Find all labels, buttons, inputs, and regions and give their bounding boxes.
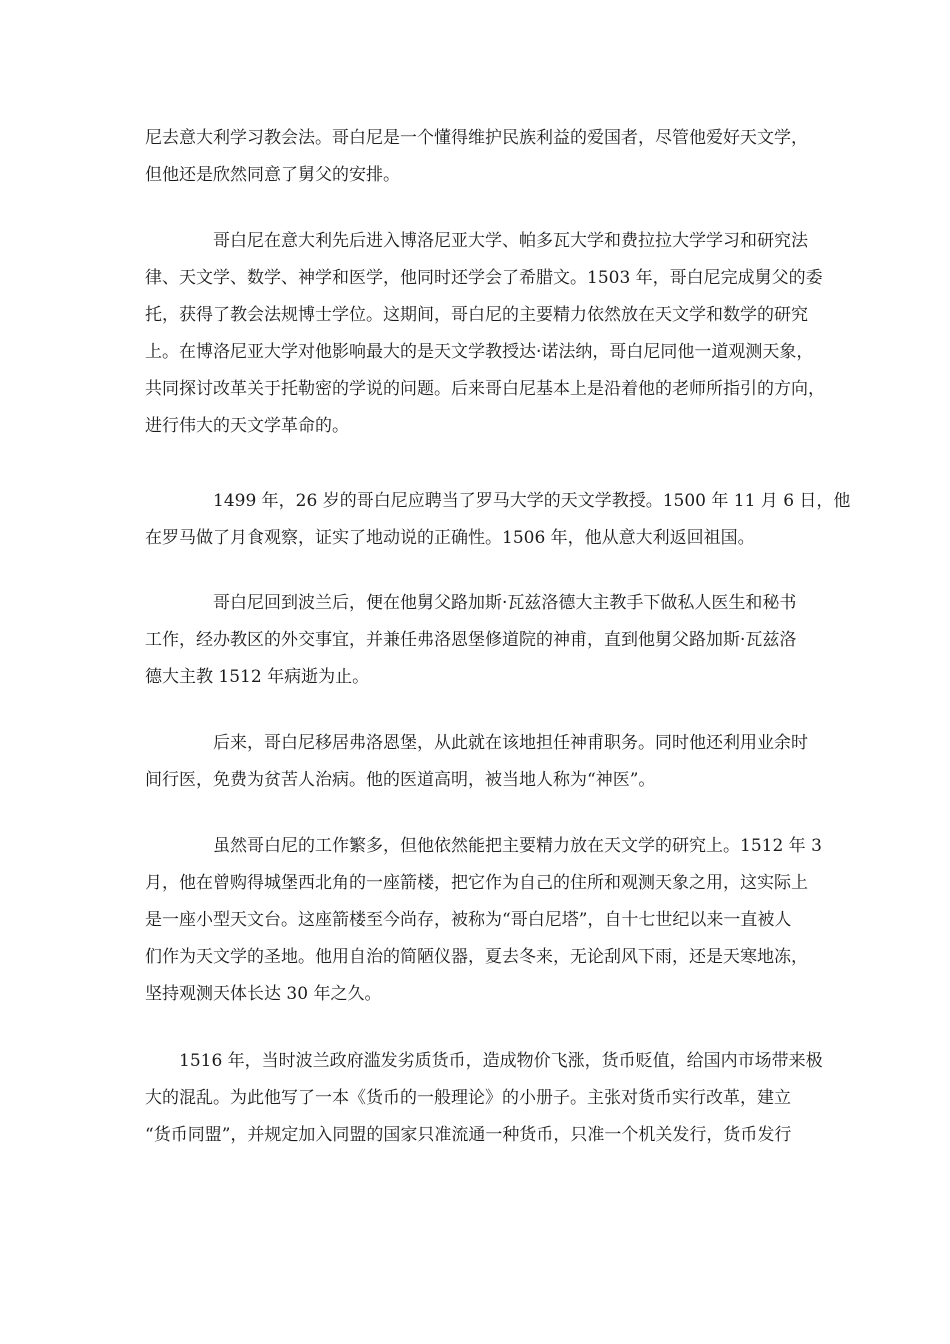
- text-line: 在罗马做了月食观察，证实了地动说的正确性。1506 年，他从意大利返回祖国。: [145, 528, 755, 548]
- text-line: 是一座小型天文台。这座箭楼至今尚存，被称为“哥白尼塔”，自十七世纪以来一直被人: [145, 910, 792, 930]
- text-line: 工作，经办教区的外交事宜，并兼任弗洛恩堡修道院的神甫，直到他舅父路加斯·瓦兹洛: [145, 630, 797, 650]
- paragraph-6: [145, 828, 822, 1013]
- paragraph-3: [145, 483, 851, 557]
- paragraph-7: [145, 1043, 823, 1154]
- text-line: 上。在博洛尼亚大学对他影响最大的是天文学教授达·诺法纳，哥白尼同他一道观测天象，: [145, 342, 814, 362]
- text-line: 后来，哥白尼移居弗洛恩堡，从此就在该地担任神甫职务。同时他还利用业余时: [213, 733, 808, 753]
- text-line: 大的混乱。为此他写了一本《货币的一般理论》的小册子。主张对货币实行改革，建立: [145, 1088, 791, 1108]
- text-line: 进行伟大的天文学革命的。: [145, 416, 349, 436]
- text-line: 1516 年，当时波兰政府滥发劣质货币，造成物价飞涨，货币贬值，给国内市场带来极: [179, 1051, 823, 1071]
- paragraph-2: [145, 223, 825, 445]
- text-line: 间行医，免费为贫苦人治病。他的医道高明，被当地人称为“神医”。: [145, 770, 656, 790]
- text-line: 德大主教 1512 年病逝为止。: [145, 667, 370, 687]
- text-line: 托，获得了教会法规博士学位。这期间，哥白尼的主要精力依然放在天文学和数学的研究: [145, 305, 808, 325]
- paragraph-4: [145, 585, 805, 696]
- text-line: 月，他在曾购得城堡西北角的一座箭楼，把它作为自己的住所和观测天象之用，这实际上: [145, 873, 808, 893]
- text-line: 虽然哥白尼的工作繁多，但他依然能把主要精力放在天文学的研究上。1512 年 3: [213, 836, 822, 856]
- paragraph-5: [145, 725, 808, 799]
- paragraph-1: [145, 120, 808, 194]
- text-line: 坚持观测天体长达 30 年之久。: [145, 984, 382, 1004]
- text-line: 但他还是欣然同意了舅父的安排。: [145, 165, 400, 185]
- text-line: 尼去意大利学习教会法。哥白尼是一个懂得维护民族利益的爱国者，尽管他爱好天文学，: [145, 128, 808, 148]
- text-line: 哥白尼在意大利先后进入博洛尼亚大学、帕多瓦大学和费拉拉大学学习和研究法: [213, 231, 808, 251]
- text-line: 哥白尼回到波兰后，便在他舅父路加斯·瓦兹洛德大主教手下做私人医生和秘书: [213, 593, 797, 613]
- text-line: 共同探讨改革关于托勒密的学说的问题。后来哥白尼基本上是沿着他的老师所指引的方向，: [145, 379, 825, 399]
- text-line: 1499 年，26 岁的哥白尼应聘当了罗马大学的天文学教授。1500 年 11 月 6 日，他: [213, 491, 851, 511]
- text-line: 律、天文学、数学、神学和医学，他同时还学会了希腊文。1503 年，哥白尼完成舅父的委: [145, 268, 823, 288]
- text-line: 们作为天文学的圣地。他用自治的简陋仪器，夏去冬来，无论刮风下雨，还是天寒地冻，: [145, 947, 808, 967]
- text-line: “货币同盟”，并规定加入同盟的国家只准流通一种货币，只准一个机关发行，货币发行: [145, 1125, 792, 1145]
